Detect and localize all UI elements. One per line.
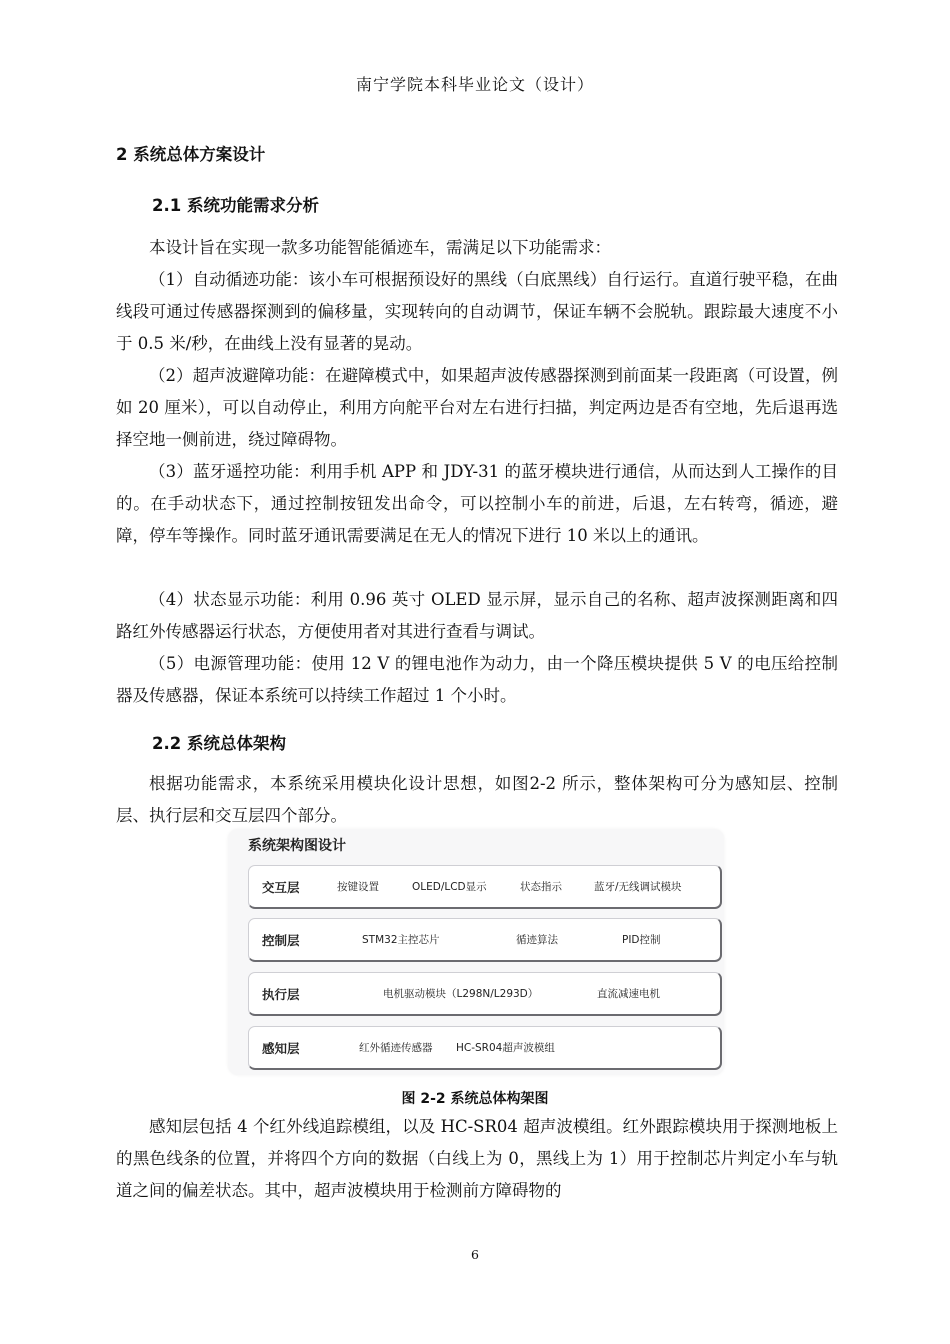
layer-item: OLED/LCD显示 — [412, 881, 487, 893]
paragraph-requirement-1: （1）自动循迹功能：该小车可根据预设好的黑线（白底黑线）自行运行。直道行驶平稳，在曲线段可通过传感器探测到的偏移量，实现转向的自动调节，保证车辆不会脱轨。跟踪最大速度不小于 0.5 米/秒，在曲线上没有显著的晃动。 — [116, 270, 838, 353]
layer-item: 状态指示 — [520, 881, 562, 893]
layer-item: HC-SR04超声波模组 — [456, 1042, 555, 1054]
layer-item: PID控制 — [622, 934, 661, 946]
section-title: 2 系统总体方案设计 — [116, 145, 266, 164]
paragraph-requirement-2: （2）超声波避障功能：在避障模式中，如果超声波传感器探测到前面某一段距离（可设置，例如 20 厘米），可以自动停止，利用方向舵平台对左右进行扫描，判定两边是否有空地，先后退再选择空地一侧前进，绕过障碍物。 — [116, 366, 838, 449]
paragraph-perception: 感知层包括 4 个红外线追踪模组，以及 HC-SR04 超声波模组。红外跟踪模块用于探测地板上的黑色线条的位置，并将四个方向的数据（白线上为 0，黑线上为 1）用于控制芯片判定小车与轨道之间的偏差状态。其中，超声波模块用于检测前方障碍物的 — [116, 1117, 838, 1200]
layer-item: 按键设置 — [337, 881, 379, 893]
layer-item: 红外循迹传感器 — [359, 1042, 433, 1054]
layer-name: 感知层 — [262, 1041, 300, 1056]
layer-item: 电机驱动模块（L298N/L293D） — [383, 988, 539, 1000]
layer-name: 交互层 — [262, 880, 300, 895]
layer-item: 直流减速电机 — [597, 988, 660, 1000]
page-number: 6 — [471, 1247, 479, 1262]
layer-item: STM32主控芯片 — [362, 934, 440, 946]
subsection-title-2-2: 2.2 系统总体架构 — [152, 734, 286, 753]
layer-name: 执行层 — [262, 987, 300, 1002]
layer-item: 循迹算法 — [516, 934, 558, 946]
architecture-figure — [228, 829, 724, 1075]
layer-perception — [248, 1026, 722, 1070]
layer-execution — [248, 972, 722, 1016]
paragraph-requirement-4: （4）状态显示功能：利用 0.96 英寸 OLED 显示屏，显示自己的名称、超声波探测距离和四路红外传感器运行状态，方便使用者对其进行查看与调试。 — [116, 590, 838, 641]
page-header: 南宁学院本科毕业论文（设计） — [355, 75, 594, 94]
layer-item: 蓝牙/无线调试模块 — [594, 881, 682, 893]
layer-name: 控制层 — [262, 933, 300, 948]
subsection-title-2-1: 2.1 系统功能需求分析 — [152, 196, 319, 215]
figure-title: 系统架构图设计 — [248, 838, 346, 854]
figure-caption: 图 2-2 系统总体构架图 — [401, 1091, 549, 1107]
paragraph-intro: 本设计旨在实现一款多功能智能循迹车，需满足以下功能需求： — [149, 238, 611, 257]
paragraph-requirement-5: （5）电源管理功能：使用 12 V 的锂电池作为动力，由一个降压模块提供 5 V 的电压给控制器及传感器，保证本系统可以持续工作超过 1 个小时。 — [116, 654, 838, 705]
layer-control — [248, 918, 722, 962]
paragraph-architecture: 根据功能需求，本系统采用模块化设计思想，如图2-2 所示，整体架构可分为感知层、控制层、执行层和交互层四个部分。 — [116, 774, 838, 825]
paragraph-requirement-3: （3）蓝牙遥控功能：利用手机 APP 和 JDY-31 的蓝牙模块进行通信，从而达到人工操作的目的。在手动状态下，通过控制按钮发出命令，可以控制小车的前进，后退，左右转弯，循迹，避障，停车等操作。同时蓝牙通讯需要满足在无人的情况下进行 10 米以上的通讯。 — [116, 462, 838, 545]
layer-interaction — [248, 865, 722, 909]
